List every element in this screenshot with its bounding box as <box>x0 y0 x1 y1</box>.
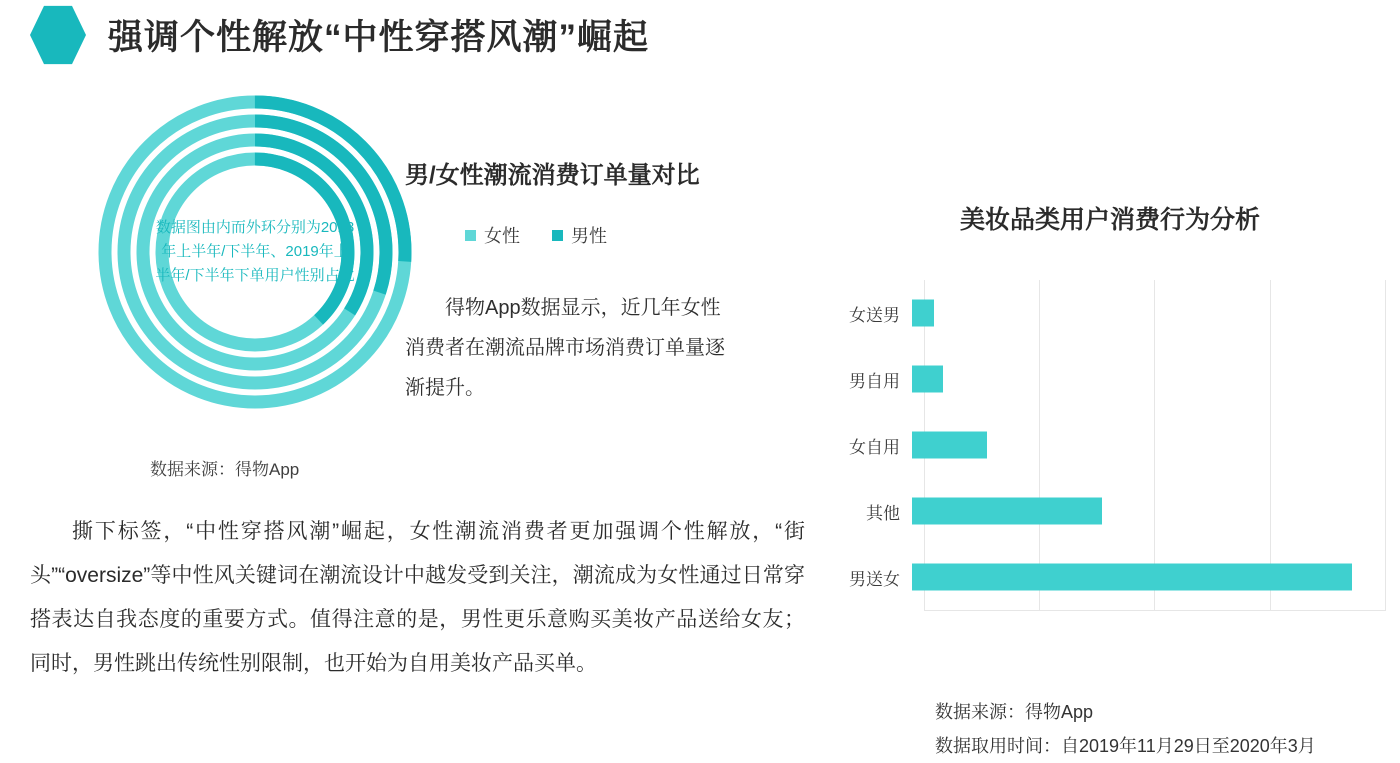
bar-track <box>912 346 1400 412</box>
bar-fill <box>912 366 943 393</box>
bar-track <box>912 280 1400 346</box>
bar-category-label: 女送男 <box>849 305 900 325</box>
right-column <box>820 70 1400 760</box>
legend-swatch-male-icon <box>552 230 563 241</box>
body-paragraph: 撕下标签，“中性穿搭风潮”崛起，女性潮流消费者更加强调个性解放，“街头”“oversize”等中性风关键词在潮流设计中越发受到关注，潮流成为女性通过日常穿搭表达自我态度的重要方式。值得注意的是，男性更乐意购买美妆产品送给女友；同时，男性跳出传统性别限制，也开始为自用美妆产品买单。 <box>30 520 805 675</box>
beauty-bar-chart <box>820 280 1400 680</box>
legend-label-male: 男性 <box>571 226 607 246</box>
order-chart-legend <box>465 222 607 248</box>
donut-source-note: 数据来源：得物App <box>150 460 300 479</box>
bar-category-label: 其他 <box>866 503 900 523</box>
bar-row <box>820 544 1400 610</box>
hexagon-bullet-icon <box>30 4 86 66</box>
source-line-1: 数据来源：得物App <box>935 702 1094 722</box>
legend-item-male <box>552 222 607 248</box>
bar-fill <box>912 564 1352 591</box>
order-chart-description: 得物App数据显示，近几年女性消费者在潮流品牌市场消费订单量逐渐提升。 <box>405 297 725 399</box>
legend-item-female <box>465 222 520 248</box>
axis-baseline <box>924 610 1386 611</box>
bar-fill <box>912 432 987 459</box>
page-title: 强调个性解放“中性穿搭风潮”崛起 <box>108 18 650 57</box>
bar-fill <box>912 300 934 327</box>
bar-row <box>820 346 1400 412</box>
bar-category-label: 男自用 <box>849 371 900 391</box>
bar-row <box>820 280 1400 346</box>
bar-fill <box>912 498 1102 525</box>
page-header <box>0 0 1400 70</box>
order-chart-title: 男/女性潮流消费订单量对比 <box>405 162 700 189</box>
bar-category-label: 女自用 <box>849 437 900 457</box>
bar-category-label: 男送女 <box>849 569 900 589</box>
bar-row <box>820 412 1400 478</box>
nested-donut-chart <box>95 92 415 412</box>
legend-label-female: 女性 <box>484 226 520 246</box>
bar-track <box>912 544 1400 610</box>
source-line-2: 数据取用时间：自2019年11月29日至2020年3月 <box>935 736 1316 756</box>
bar-track <box>912 412 1400 478</box>
left-column <box>0 70 820 760</box>
beauty-chart-title: 美妆品类用户消费行为分析 <box>959 206 1260 234</box>
donut-center-caption: 数据图由内而外环分别为2018年上半年/下半年、2019年上半年/下半年下单用户性别占比 <box>155 219 355 284</box>
beauty-chart-source <box>935 695 1316 763</box>
bar-track <box>912 478 1400 544</box>
bar-row <box>820 478 1400 544</box>
legend-swatch-female-icon <box>465 230 476 241</box>
